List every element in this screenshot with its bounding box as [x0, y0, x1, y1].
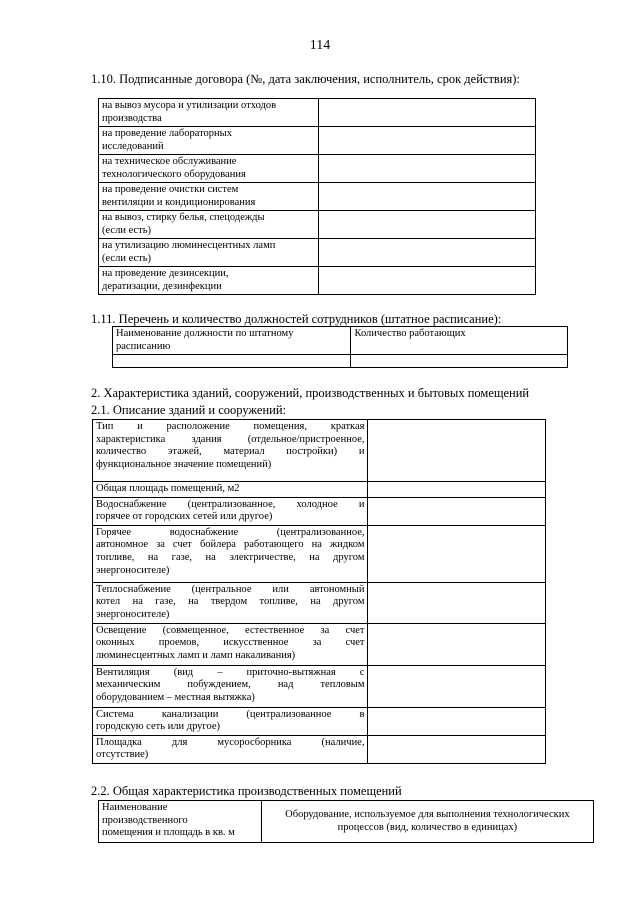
production-col-room-line: производственного [102, 814, 188, 826]
staff-empty-row [113, 355, 568, 368]
building-value [368, 735, 546, 763]
contract-label [99, 183, 319, 211]
building-label-line: городскую сеть или другое) [96, 721, 221, 733]
building-label-line: характеристика здания (отдельное/пристроенное, [96, 433, 365, 445]
contract-label [99, 267, 319, 295]
building-value [368, 707, 546, 735]
building-row [93, 420, 546, 482]
building-label [93, 623, 368, 665]
building-row [93, 665, 546, 707]
building-label-line: Система канализации (централизованное в [96, 708, 365, 720]
contract-label-line: вентиляции и кондиционирования [102, 196, 256, 208]
building-value [368, 420, 546, 482]
building-label-line: оборудованием – местная вытяжка) [96, 691, 255, 703]
section-1-11-heading: 1.11. Перечень и количество должностей сотрудников (штатное расписание): [91, 312, 502, 326]
contract-label-line: дератизации, дезинфекции [102, 280, 222, 292]
contract-label-line: на техническое обслуживание [102, 156, 237, 167]
contract-label-line: на утилизацию люминесцентных ламп [102, 240, 276, 251]
building-label-line: Тип и расположение помещения, краткая [96, 421, 365, 432]
building-label-line: Вентиляция (вид – приточно-вытяжная с [96, 666, 365, 678]
building-label-line: автономное за счет бойлера работающего на жидком [96, 539, 365, 551]
building-label-line: механическим побуждением, над тепловым [96, 679, 365, 691]
section-2-heading: 2. Характеристика зданий, сооружений, производственных и бытовых помещений [91, 386, 530, 400]
building-label-line: количество этажей, материал постройки) и [96, 446, 365, 458]
contract-label [99, 99, 319, 127]
contract-label [99, 155, 319, 183]
production-col-room-line: Наименование [102, 802, 168, 813]
building-row [93, 735, 546, 763]
contract-value [318, 155, 535, 183]
staff-col-position-line: расписанию [116, 340, 171, 352]
contract-label-line: на вывоз, стирку белья, спецодежды [102, 212, 265, 223]
contract-value [318, 127, 535, 155]
building-value [368, 665, 546, 707]
contract-row [99, 155, 536, 183]
contract-value [318, 99, 535, 127]
building-label [93, 735, 368, 763]
building-label-line: горячее от городских сетей или другое) [96, 511, 273, 523]
building-value [368, 497, 546, 525]
staff-col-count: Количество работающих [351, 327, 568, 355]
contracts-table [98, 98, 536, 295]
building-label [93, 665, 368, 707]
contract-label-line: на вывоз мусора и утилизации отходов [102, 100, 277, 111]
production-col-equipment [261, 801, 593, 843]
building-row [93, 582, 546, 623]
building-row [93, 482, 546, 498]
building-label [93, 707, 368, 735]
contract-value [318, 267, 535, 295]
contract-value [318, 211, 535, 239]
staff-col-position-line: Наименование должности по штатному [116, 328, 294, 339]
contract-row [99, 239, 536, 267]
section-1-10-heading: 1.10. Подписанные договора (№, дата заключения, исполнитель, срок действия): [91, 72, 520, 86]
building-label [93, 497, 368, 525]
building-value [368, 623, 546, 665]
contract-label-line: производства [102, 112, 162, 124]
production-table [98, 800, 594, 843]
building-label [93, 582, 368, 623]
building-row [93, 525, 546, 582]
staff-col-position [113, 327, 351, 355]
contract-label-line: на проведение лабораторных [102, 128, 232, 139]
contract-label-line: технологического оборудования [102, 168, 246, 180]
contract-value [318, 239, 535, 267]
building-label-line: энергоносителе) [96, 608, 170, 620]
page-number: 114 [309, 38, 331, 53]
production-col-room-line: помещения и площадь в кв. м [102, 827, 235, 838]
building-label-line: Водоснабжение (централизованное, холодное и [96, 498, 365, 510]
building-label-line: отсутствие) [96, 749, 149, 761]
building-value [368, 582, 546, 623]
building-label-line: Общая площадь помещений, м2 [96, 483, 240, 494]
contract-row [99, 267, 536, 295]
building-label-line: Площадка для мусоросборника (наличие, [96, 736, 365, 748]
building-row [93, 497, 546, 525]
building-label-line: Освещение (совмещенное, естественное за счет [96, 624, 365, 636]
buildings-table [92, 419, 546, 764]
staff-table [112, 326, 568, 368]
production-header-row [99, 801, 594, 843]
building-label-line: Горячее водоснабжение (централизованное, [96, 526, 365, 538]
contract-row [99, 211, 536, 239]
building-value [368, 525, 546, 582]
contract-label-line: (если есть) [102, 224, 152, 236]
building-label-line: энергоносителе) [96, 564, 170, 576]
building-value [368, 482, 546, 498]
contract-label [99, 127, 319, 155]
contract-row [99, 127, 536, 155]
building-label [93, 420, 368, 482]
building-label [93, 525, 368, 582]
staff-header-row [113, 327, 568, 355]
production-col-equipment-line: Оборудование, используемое для выполнения технологических [285, 809, 570, 820]
building-label-line: топливе, на газе, на электричестве, на другом [96, 551, 365, 563]
building-label-line: функциональное значение помещений) [96, 458, 272, 470]
production-col-equipment-line: процессов (вид, количество в единицах) [337, 821, 518, 833]
table-cell [351, 355, 568, 368]
contract-row [99, 183, 536, 211]
building-label [93, 482, 368, 498]
table-cell [113, 355, 351, 368]
contract-label-line: (если есть) [102, 252, 152, 264]
contract-label [99, 211, 319, 239]
production-col-room [99, 801, 262, 843]
contract-label-line: на проведение очистки систем [102, 184, 239, 195]
contract-label-line: исследований [102, 140, 164, 152]
contract-row [99, 99, 536, 127]
building-label-line: оконных проемов, искусственное за счет [96, 637, 365, 649]
building-label-line: Теплоснабжение (центральное или автономный [96, 583, 365, 595]
section-2-2-heading: 2.2. Общая характеристика производственных помещений [91, 784, 402, 798]
contract-label-line: на проведение дезинсекции, [102, 268, 229, 279]
building-row [93, 623, 546, 665]
building-row [93, 707, 546, 735]
section-2-1-heading: 2.1. Описание зданий и сооружений: [91, 403, 286, 417]
building-label-line: люминесцентных ламп и ламп накаливания) [96, 649, 296, 661]
contract-label [99, 239, 319, 267]
building-label-line: котел на газе, на твердом топливе, на другом [96, 596, 365, 608]
contract-value [318, 183, 535, 211]
